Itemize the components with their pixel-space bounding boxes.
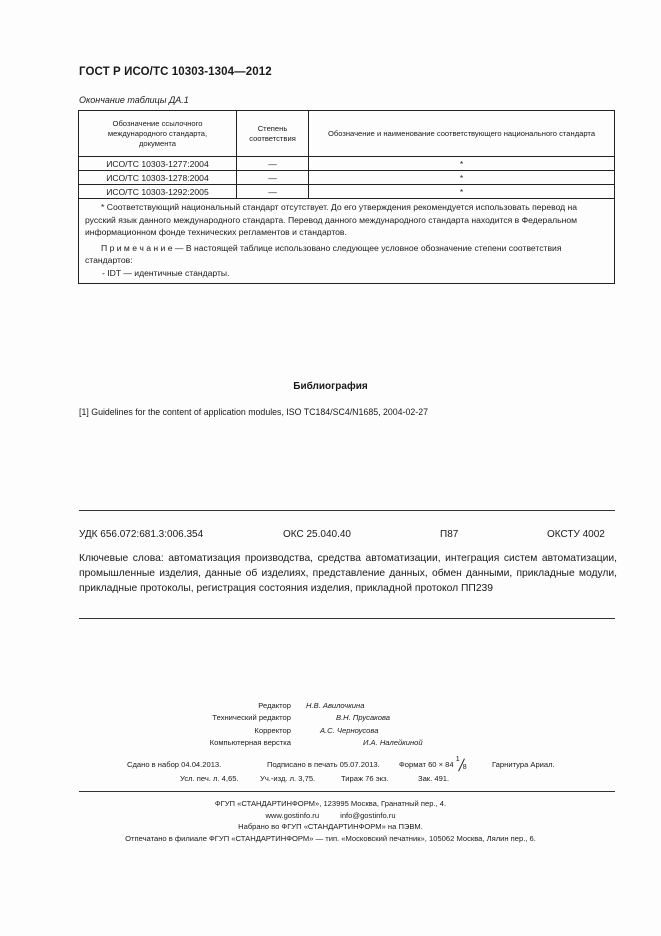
column-header: Обозначение ссылочного международного стандарта, документа [79,111,237,157]
table-cell: ИСО/ТС 10303-1292:2005 [79,185,237,199]
bibliography-title: Библиография [293,381,368,392]
credit-name: И.А. Налейкиной [363,738,423,748]
divider [79,618,615,619]
format [399,756,468,771]
sign-date: Подписано в печать 05.07.2013. [267,760,380,769]
credit-name: В.Н. Прусакова [336,713,390,723]
document-title: ГОСТ Р ИСО/ТС 10303-1304—2012 [79,66,272,78]
print-date: Сдано в набор 04.04.2013. [127,760,222,769]
table-header-row [79,111,615,157]
fraction-denominator: 8 [462,764,467,771]
table-cell: — [237,157,309,171]
divider [79,791,615,792]
credit-line [0,737,661,749]
table-note-item: - IDT — идентичные стандарты. [102,267,230,278]
table-cell: * [309,157,615,171]
credit-line [0,725,661,737]
order-number: Зак. 491. [418,774,450,783]
credit-name: А.С. Черноусова [320,725,379,735]
table-row [79,171,615,185]
table-cell: ИСО/ТС 10303-1278:2004 [79,171,237,185]
credits [0,700,661,750]
table-notes-row [79,199,615,284]
credit-role: Редактор [258,701,291,710]
printed-info: Отпечатано в филиале ФГУП «СТАНДАРТИНФОРМ» — тип. «Московский печатник», 105062 Москва, Лялин пер., 6. [125,833,536,843]
keywords: Ключевые слова: автоматизация производства, средства автоматизации, интеграция систем автоматизации, промышленные изделия, данные об изделиях, представление данных, обмен данными, прикладные модули, прикладные протоколы, регистрация состояния изделия, прикладной протокол ПП239 [79,553,617,594]
table-cell: ИСО/ТС 10303-1277:2004 [79,157,237,171]
typeset-info: Набрано во ФГУП «СТАНДАРТИНФОРМ» на ПЭВМ. [238,822,423,832]
fraction [455,756,468,771]
table-row [79,185,615,199]
credit-role: Компьютерная верстка [209,738,291,748]
table-notes [79,199,615,284]
column-header: Обозначение и наименование соответствующего национального стандарта [309,111,615,157]
oks-code: ОКС 25.040.40 [283,529,351,540]
credit-line [0,700,661,712]
circulation: Тираж 76 экз. [341,774,389,783]
publisher-web: www.gostinfo.ru info@gostinfo.ru [265,810,396,820]
credit-name: Н.В. Авилочкина [306,701,365,710]
table-caption: Окончание таблицы ДА.1 [79,95,189,105]
table-footnote: * Соответствующий национальный стандарт отсутствует. До его утверждения рекомендуется использовать перевод на русский язык данного международного стандарта. Перевод данного международного стандарта находится в Федеральном информационном фонде технических регламентов и стандартов. [85,202,578,238]
table-cell: — [237,185,309,199]
bibliography-item: [1] Guidelines for the content of application modules, ISO TC184/SC4/N1685, 2004-02-27 [79,407,428,417]
table-cell: — [237,171,309,185]
table-note: П р и м е ч а н и е — В настоящей таблице использовано следующее условное обозначение степени соответствия стандартов: [85,242,562,266]
publisher-info [0,798,661,844]
publisher-address: ФГУП «СТАНДАРТИНФОРМ», 123995 Москва, Гранатный пер., 4. [214,799,447,808]
group-code: П87 [440,529,459,540]
fraction-numerator: 1 [455,756,460,763]
table-row [79,157,615,171]
format-value: Формат 60 × 84 [399,760,454,769]
standards-table [78,110,615,284]
table-cell: * [309,185,615,199]
udk-code: УДК 656.072:681.3:006.354 [79,529,204,540]
okstu-code: ОКСТУ 4002 [547,529,605,540]
credit-role: Технический редактор [212,713,291,723]
publ-sheets: Уч.-изд. л. 3,75. [260,774,316,783]
column-header: Степень соответствия [237,111,309,157]
typeface: Гарнитура Ариал. [492,760,555,769]
table-cell: * [309,171,615,185]
credit-role: Корректор [254,725,291,735]
print-sheets: Усл. печ. л. 4,65. [180,774,239,783]
credit-line [0,712,661,724]
divider [79,510,615,511]
